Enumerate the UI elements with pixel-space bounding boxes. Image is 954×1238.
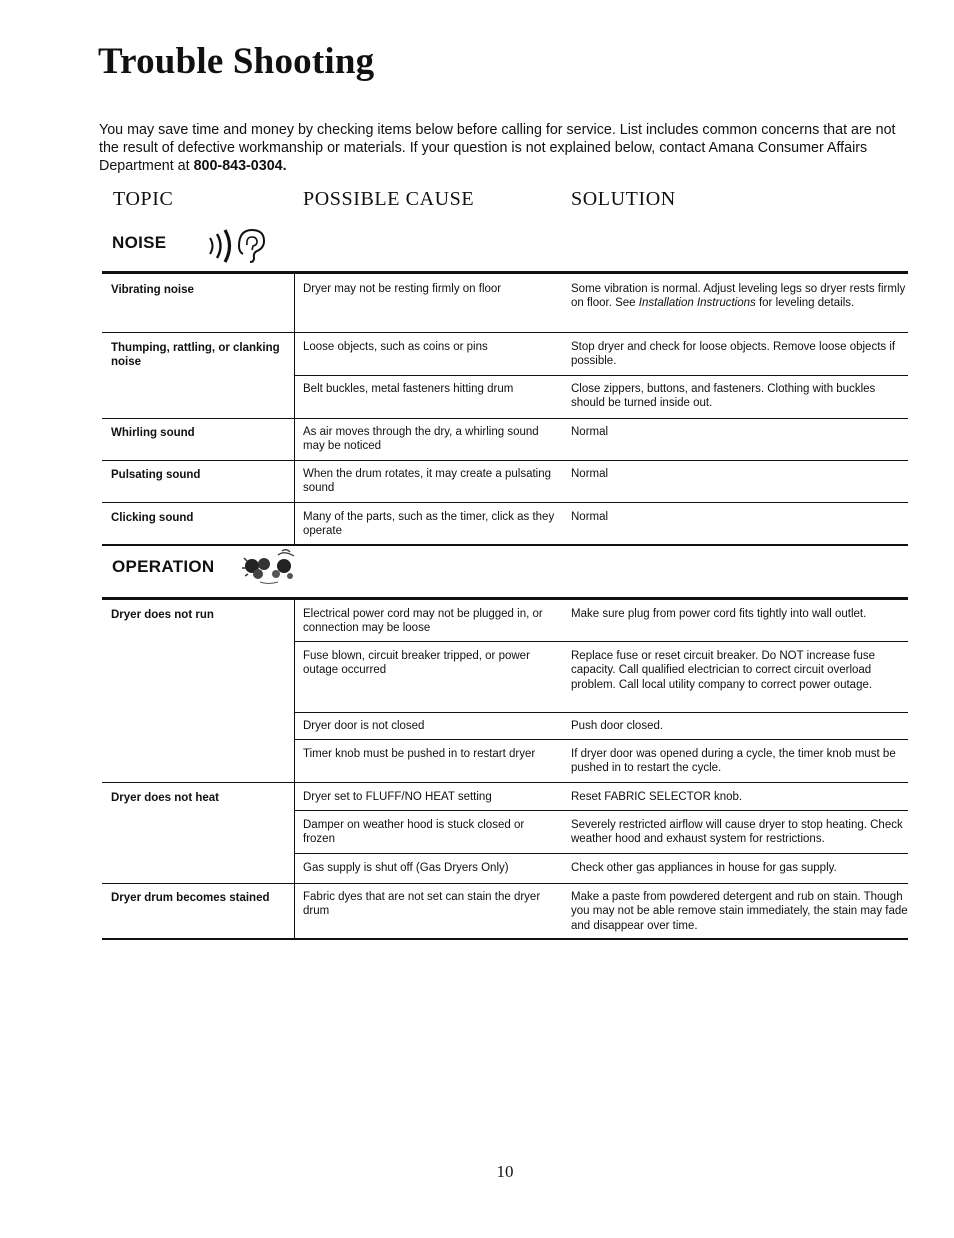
table-row (102, 333, 908, 418)
noise-table-bottom-rule (102, 544, 908, 546)
page-title: Trouble Shooting (98, 41, 375, 82)
column-divider (294, 503, 295, 545)
column-divider (294, 884, 295, 938)
solution-text: Some vibration is normal. Adjust leveling legs so dryer rests firmly on floor. See (571, 283, 906, 310)
row-topic: Dryer drum becomes stained (111, 892, 270, 904)
row-topic: Vibrating noise (111, 284, 194, 296)
operation-table-bottom-rule (102, 938, 908, 940)
intro-paragraph (99, 121, 909, 175)
sub-row-rule (294, 853, 908, 854)
row-solution (571, 282, 911, 311)
operation-table (102, 600, 908, 940)
table-row (102, 884, 908, 938)
row-solution: Push door closed. (571, 720, 664, 732)
installation-instructions-ref: Installation Instructions (638, 297, 756, 310)
phone-number: 800-843-0304. (193, 158, 287, 174)
row-cause: Many of the parts, such as the timer, click as they operate (303, 511, 555, 538)
intro-text: You may save time and money by checking items below before calling for service. List includes common concerns that are not the result of defective workmanship or materials. If your question is not explained below, contact Amana Consumer Affairs Department at (99, 122, 896, 174)
row-solution: Severely restricted airflow will cause dryer to stop heating. Check weather hood and exhaust system for restrictions. (571, 819, 903, 846)
sub-row-rule (294, 810, 908, 811)
column-divider (294, 461, 295, 502)
row-solution: Normal (571, 511, 609, 523)
table-row (102, 503, 908, 545)
row-solution: Normal (571, 426, 609, 438)
row-topic: Clicking sound (111, 512, 194, 524)
row-solution: Normal (571, 468, 609, 480)
column-divider (294, 419, 295, 460)
table-row (102, 600, 908, 782)
row-cause: Timer knob must be pushed in to restart dryer (303, 748, 536, 760)
row-cause: Damper on weather hood is stuck closed or frozen (303, 819, 525, 846)
row-cause: As air moves through the dry, a whirling sound may be noticed (303, 426, 539, 453)
noise-table (102, 274, 908, 548)
row-solution: If dryer door was opened during a cycle, the timer knob must be pushed in to restart the cycle. (571, 748, 896, 775)
row-solution: Make a paste from powdered detergent and rub on stain. Though you may not be able remove stain immediately, the stain may fade and disappear over time. (571, 891, 908, 932)
row-cause: Fuse blown, circuit breaker tripped, or power outage occurred (303, 650, 530, 677)
row-cause: Dryer door is not closed (303, 720, 425, 732)
sparkle-dots-icon (238, 546, 302, 586)
row-solution: Reset FABRIC SELECTOR knob. (571, 791, 743, 803)
row-cause: Fabric dyes that are not set can stain the dryer drum (303, 891, 541, 918)
row-cause: Dryer may not be resting firmly on floor (303, 283, 502, 295)
row-cause: Dryer set to FLUFF/NO HEAT setting (303, 791, 492, 803)
sub-row-rule (294, 739, 908, 740)
row-solution: Make sure plug from power cord fits tightly into wall outlet. (571, 608, 867, 620)
column-topic: TOPIC (113, 188, 174, 210)
sub-row-rule (294, 375, 908, 376)
column-divider (294, 274, 295, 332)
operation-heading: OPERATION (112, 557, 215, 576)
table-row (102, 274, 908, 332)
column-possible-cause: POSSIBLE CAUSE (303, 188, 475, 210)
table-row (102, 419, 908, 460)
row-cause: Electrical power cord may not be plugged in, or connection may be loose (303, 608, 543, 635)
row-topic: Dryer does not run (111, 609, 214, 621)
sound-waves-ear-icon (206, 224, 274, 264)
row-cause: Belt buckles, metal fasteners hitting drum (303, 383, 514, 395)
row-cause: When the drum rotates, it may create a pulsating sound (303, 468, 552, 495)
row-topic: Thumping, rattling, or clanking noise (111, 342, 280, 368)
page-number: 10 (496, 1162, 514, 1181)
row-solution: Close zippers, buttons, and fasteners. Clothing with buckles should be turned inside out. (571, 383, 876, 410)
noise-heading: NOISE (112, 233, 167, 252)
row-solution: Replace fuse or reset circuit breaker. Do NOT increase fuse capacity. Call qualified electrician to correct circuit overload problem. Call local utility company to correct power outage. (571, 650, 876, 691)
column-headings (0, 188, 954, 218)
row-cause: Gas supply is shut off (Gas Dryers Only) (303, 862, 509, 874)
row-topic: Pulsating sound (111, 469, 201, 481)
sub-row-rule (294, 712, 908, 713)
row-topic: Dryer does not heat (111, 792, 219, 804)
table-row (102, 461, 908, 502)
column-solution: SOLUTION (571, 188, 676, 210)
column-divider (294, 600, 295, 782)
sub-row-rule (294, 641, 908, 642)
table-row (102, 783, 908, 883)
row-solution: Check other gas appliances in house for gas supply. (571, 862, 837, 874)
row-cause: Loose objects, such as coins or pins (303, 341, 488, 353)
row-topic: Whirling sound (111, 427, 195, 439)
column-divider (294, 783, 295, 883)
row-solution: Stop dryer and check for loose objects. Remove loose objects if possible. (571, 341, 896, 368)
solution-text: for leveling details. (755, 297, 855, 310)
